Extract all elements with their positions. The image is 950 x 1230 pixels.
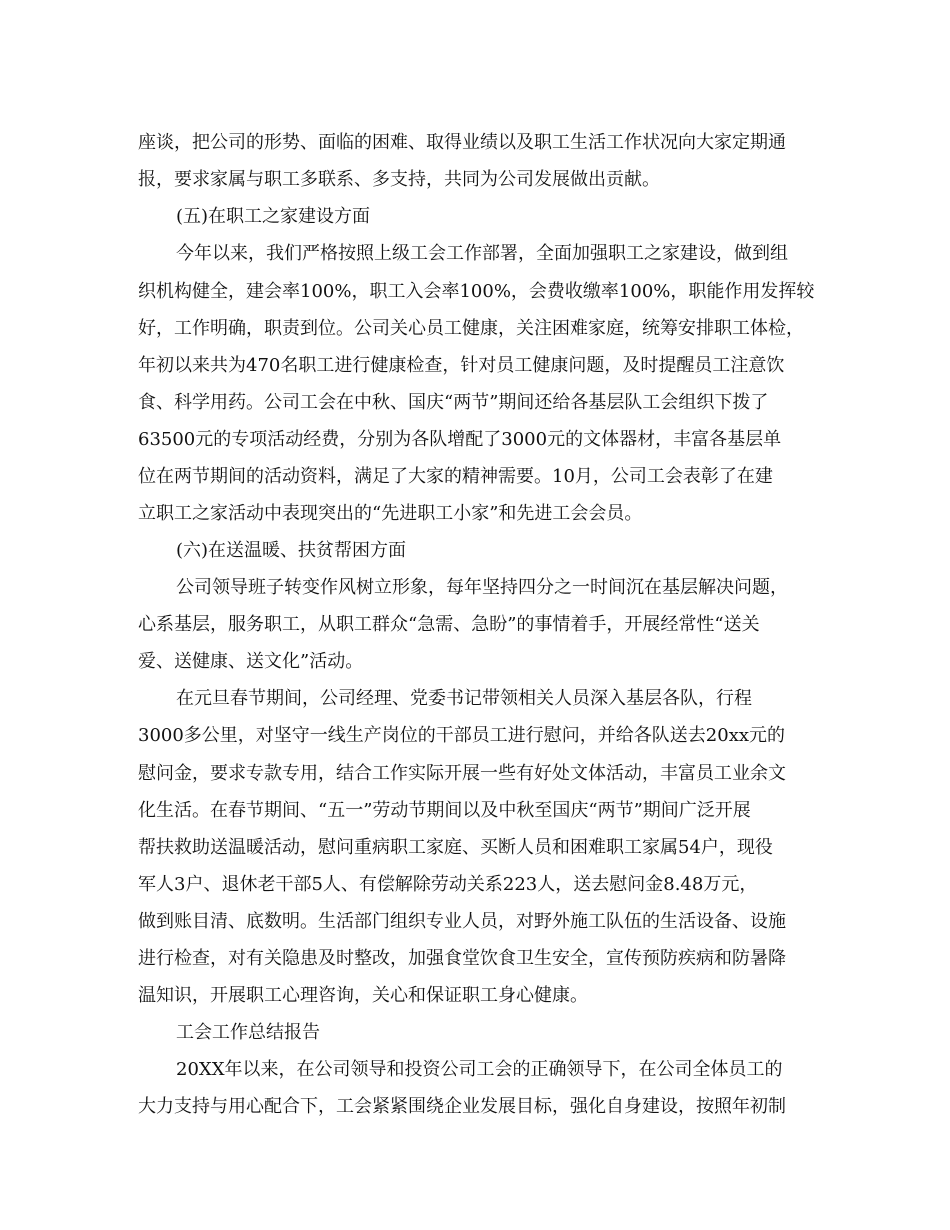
section-heading: (五)在职工之家建设方面: [176, 206, 371, 227]
text-line: 军人3户、退休老干部5人、有偿解除劳动关系223人，送去慰问金8.48万元，: [138, 874, 758, 895]
text-line: 做到账目清、底数明。生活部门组织专业人员，对野外施工队伍的生活设备、设施: [138, 911, 786, 932]
text-line: 温知识，开展职工心理咨询，关心和保证职工身心健康。: [138, 985, 588, 1006]
text-line: 织机构健全，建会率100%，职工入会率100%，会费收缴率100%，职能作用发挥较: [138, 281, 815, 302]
text-line: 今年以来，我们严格按照上级工会工作部署，全面加强职工之家建设，做到组: [176, 243, 788, 264]
text-line: 好，工作明确，职责到位。公司关心员工健康，关注困难家庭，统筹安排职工体检，: [138, 318, 804, 339]
text-line: 化生活。在春节期间、“五一”劳动节期间以及中秋至国庆“两节”期间广泛开展: [138, 800, 751, 821]
text-line: 慰问金，要求专款专用，结合工作实际开展一些有好处文体活动，丰富员工业余文: [138, 763, 786, 784]
text-line: 3000多公里，对坚守一线生产岗位的干部员工进行慰问，并给各队送去20xx元的: [138, 725, 786, 746]
text-line: 20XX年以来，在公司领导和投资公司工会的正确领导下，在公司全体员工的: [176, 1059, 783, 1080]
section-heading: (六)在送温暖、扶贫帮困方面: [176, 540, 407, 561]
text-line: 食、科学用药。公司工会在中秋、国庆“两节”期间还给各基层队工会组织下拨了: [138, 392, 769, 413]
text-line: 位在两节期间的活动资料，满足了大家的精神需要。10月，公司工会表彰了在建: [138, 466, 773, 487]
section-heading: 工会工作总结报告: [176, 1022, 320, 1043]
text-line: 立职工之家活动中表现突出的“先进职工小家”和先进工会会员。: [138, 503, 643, 524]
text-line: 在元旦春节期间，公司经理、党委书记带领相关人员深入基层各队，行程: [176, 688, 752, 709]
text-line: 报，要求家属与职工多联系、多支持，共同为公司发展做出贡献。: [138, 169, 660, 190]
text-line: 爱、送健康、送文化”活动。: [138, 651, 364, 672]
text-line: 进行检查，对有关隐患及时整改，加强食堂饮食卫生安全，宣传预防疾病和防暑降: [138, 948, 786, 969]
text-line: 公司领导班子转变作风树立形象，每年坚持四分之一时间沉在基层解决问题，: [176, 577, 788, 598]
text-line: 帮扶救助送温暖活动，慰问重病职工家庭、买断人员和困难职工家属54户，现役: [138, 837, 773, 858]
text-line: 63500元的专项活动经费，分别为各队增配了3000元的文体器材，丰富各基层单: [138, 429, 782, 450]
text-line: 大力支持与用心配合下，工会紧紧围绕企业发展目标，强化自身建设，按照年初制: [138, 1096, 786, 1117]
text-line: 年初以来共为470名职工进行健康检查，针对员工健康问题，及时提醒员工注意饮: [138, 355, 785, 376]
text-line: 座谈，把公司的形势、面临的困难、取得业绩以及职工生活工作状况向大家定期通: [138, 132, 786, 153]
text-line: 心系基层，服务职工，从职工群众“急需、急盼”的事情着手，开展经常性“送关: [138, 614, 760, 635]
